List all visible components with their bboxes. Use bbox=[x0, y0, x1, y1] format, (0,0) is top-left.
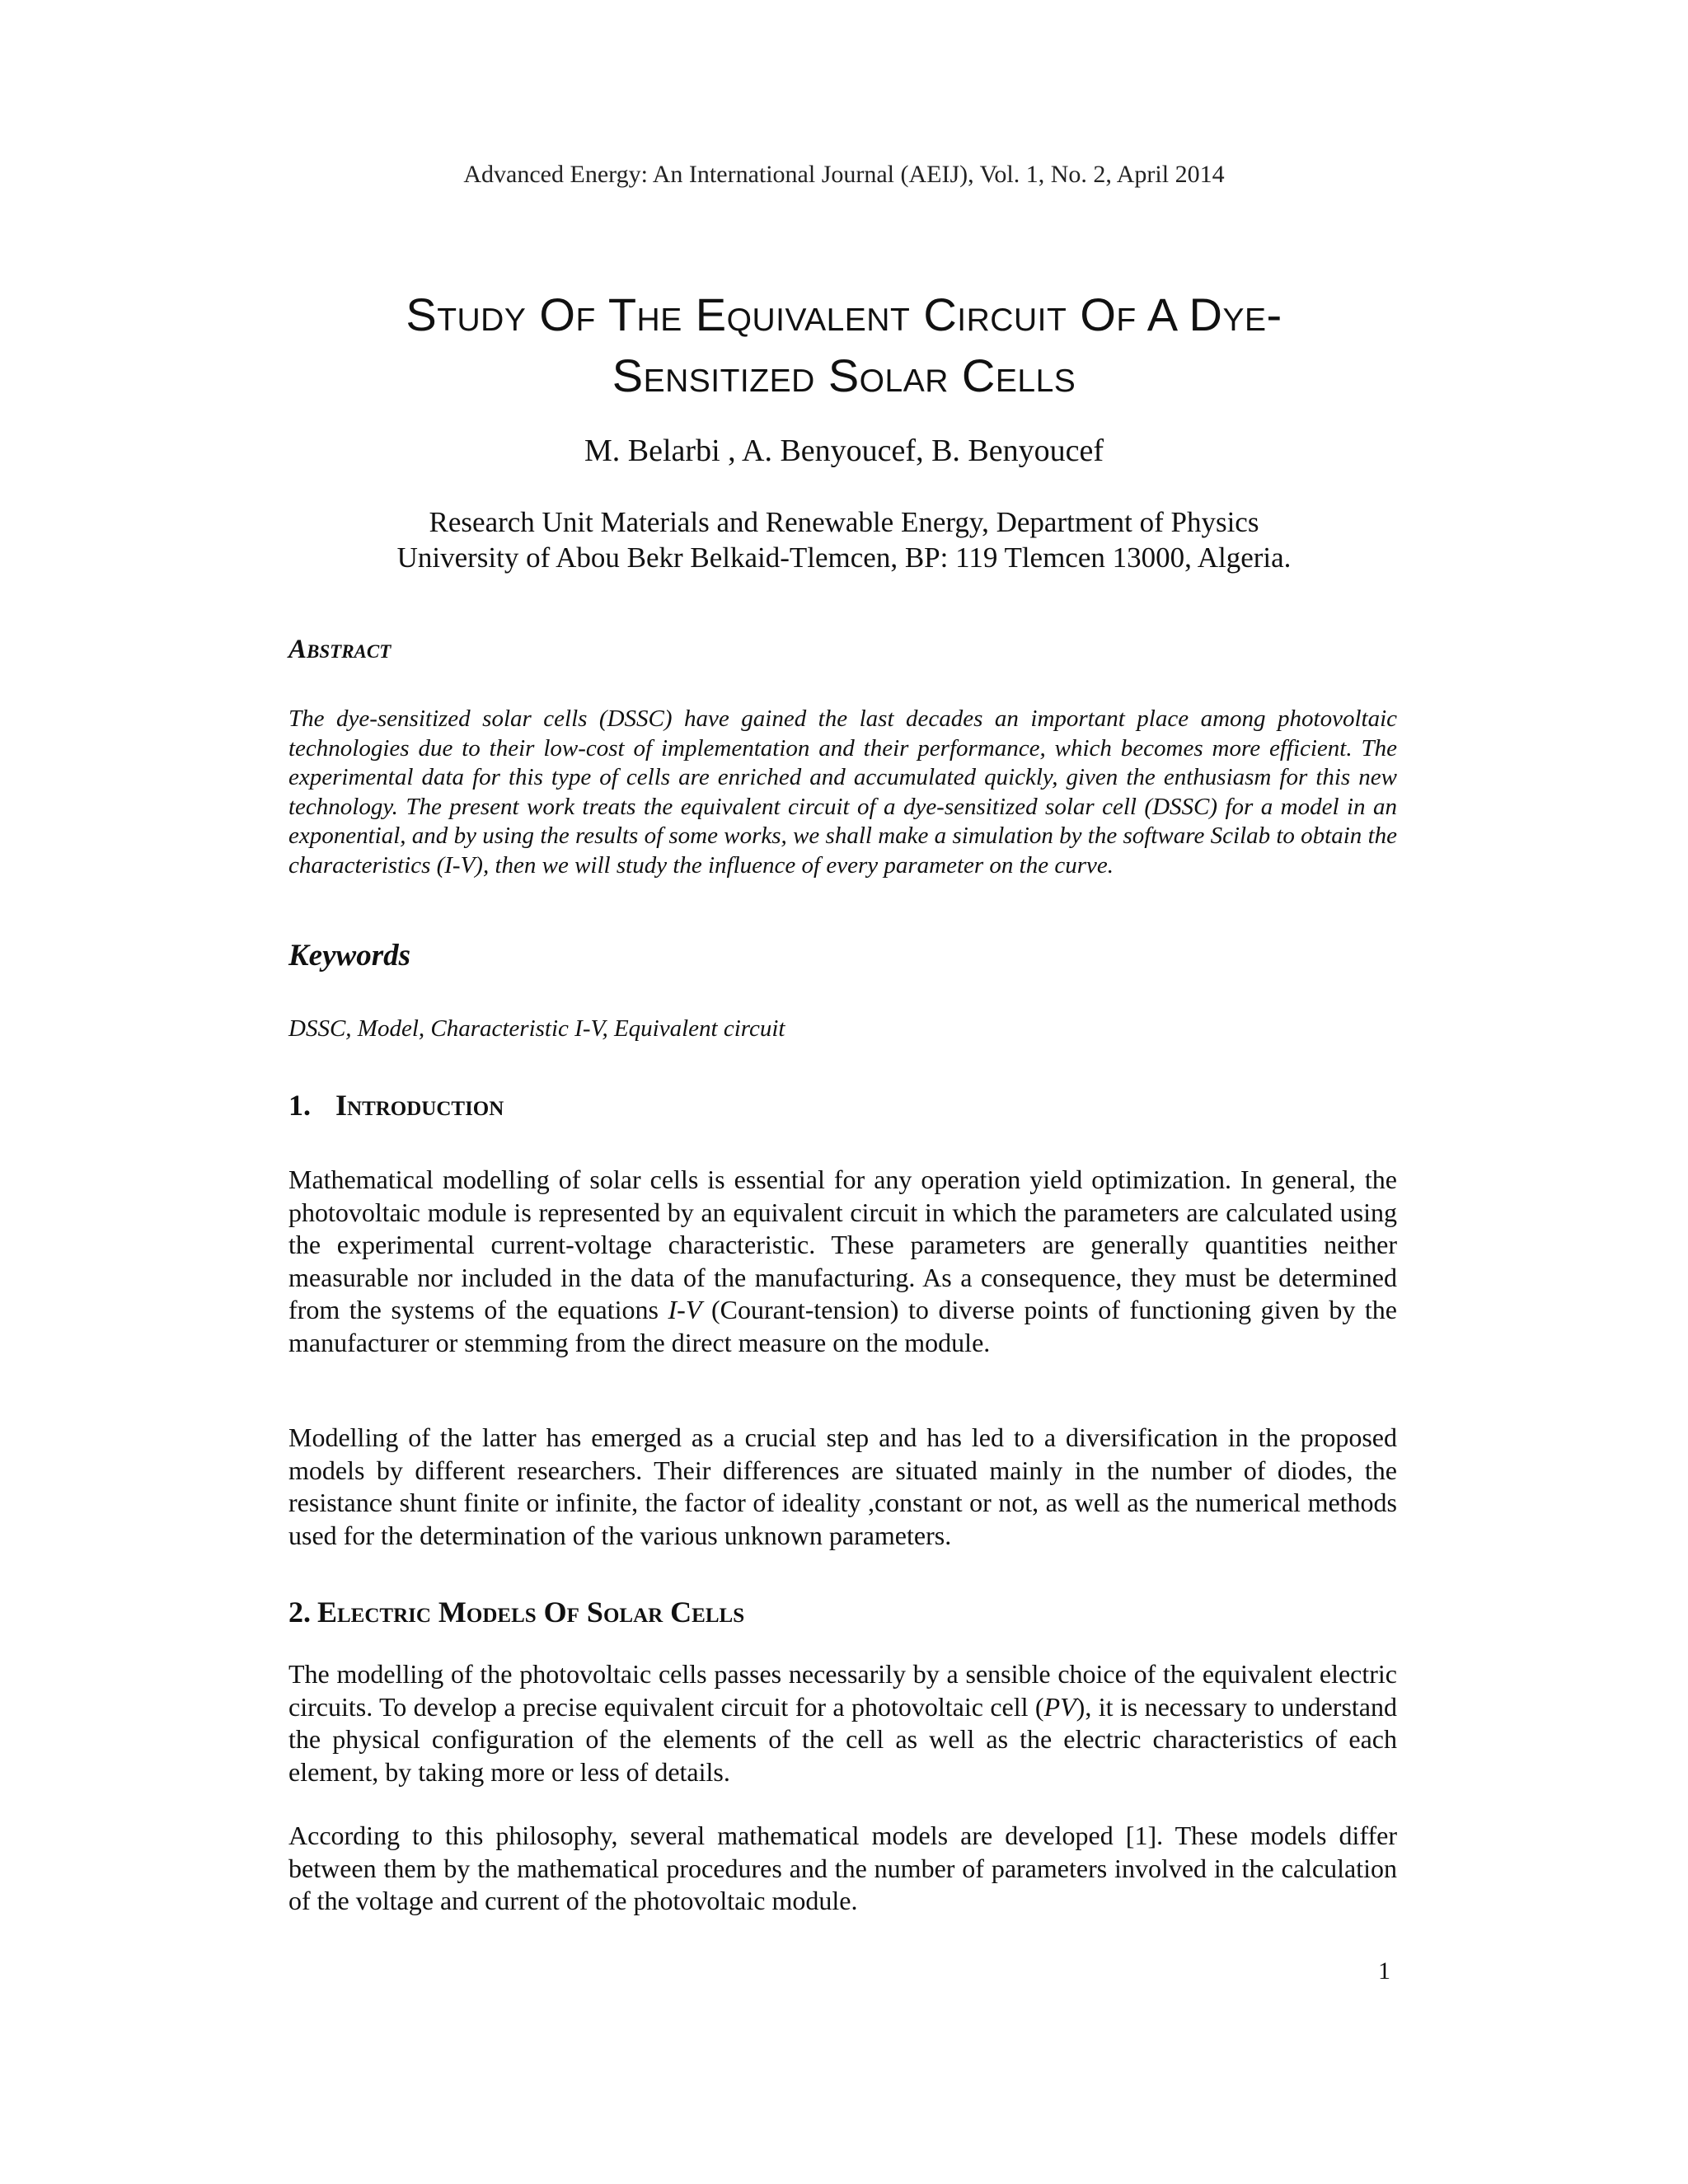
electric-models-paragraph-1 bbox=[288, 1658, 1397, 1788]
introduction-paragraph-2: Modelling of the latter has emerged as a crucial step and has led to a diversification in the proposed models by different researchers. Their differences are situated mainly in the number of diodes, the resistance shunt finite or infinite, the factor of ideality ,constant or not, as well as the numerical methods used for the determination of the various unknown parameters. bbox=[288, 1422, 1397, 1550]
paragraph-text: (Courant-tension) to diverse points of functioning given by the manufacturer or stemming from the direct measure on the module. bbox=[288, 1295, 1398, 1357]
paragraph-text: The modelling of the photovoltaic cells passes necessarily by a sensible choice of the equivalent electric circuits. To develop a precise equivalent circuit for a photovoltaic cell ( bbox=[288, 1659, 1397, 1722]
paper-title bbox=[206, 284, 1482, 406]
section-title: Electric Models Of Solar Cells bbox=[317, 1596, 745, 1629]
section-heading-electric-models bbox=[288, 1595, 744, 1629]
section-number: 1. bbox=[288, 1089, 311, 1122]
affiliation bbox=[0, 504, 1688, 575]
section-number: 2. bbox=[288, 1596, 311, 1629]
paragraph-text: Mathematical modelling of solar cells is essential for any operation yield optimization. In general, the photovoltaic module is represented by an equivalent circuit in which the parameters are calculated using the experimental current-voltage characteristic. These parameters are generally quantities neither measurable nor included in the data of the manufacturing. As a consequence, they must be determined from the systems of the equations bbox=[288, 1165, 1397, 1324]
section-title: Introduction bbox=[335, 1089, 504, 1122]
abstract-heading: Abstract bbox=[288, 635, 392, 664]
title-line-1: Study Of The Equivalent Circuit Of A Dye- bbox=[406, 288, 1282, 340]
abstract-text: The dye-sensitized solar cells (DSSC) have gained the last decades an important place among photovoltaic technologies due to their low-cost of implementation and their performance, which becomes more efficient. The experimental data for this type of cells are enriched and accumulated quickly, given the enthusiasm for this new technology. The present work treats the equivalent circuit of a dye-sensitized solar cell (DSSC) for a model in an exponential, and by using the results of some works, we shall make a simulation by the software Scilab to obtain the characteristics (I-V), then we will study the influence of every parameter on the curve. bbox=[288, 705, 1397, 879]
title-line-2: Sensitized Solar Cells bbox=[612, 349, 1076, 401]
section-heading-introduction bbox=[288, 1088, 504, 1122]
electric-models-paragraph-2: According to this philosophy, several mathematical models are developed [1]. These models differ between them by the mathematical procedures and the number of parameters involved in the calculation of the voltage and current of the photovoltaic module. bbox=[288, 1821, 1397, 1915]
author-list: M. Belarbi , A. Benyoucef, B. Benyoucef bbox=[584, 434, 1104, 468]
emphasis-text: PV bbox=[1043, 1691, 1076, 1722]
keywords-heading: Keywords bbox=[288, 939, 410, 972]
affiliation-line-1: Research Unit Materials and Renewable Energy, Department of Physics bbox=[429, 506, 1259, 538]
paragraph-text: ), it is necessary to understand the physical configuration of the elements of the cell as well as the electric characteristics of each element, by taking more or less of details. bbox=[288, 1691, 1398, 1787]
running-header: Advanced Energy: An International Journal (AEIJ), Vol. 1, No. 2, April 2014 bbox=[463, 161, 1225, 188]
page-number: 1 bbox=[1378, 1957, 1390, 1985]
introduction-paragraph-1 bbox=[288, 1164, 1397, 1359]
emphasis-text: I-V bbox=[668, 1295, 702, 1324]
affiliation-line-2: University of Abou Bekr Belkaid-Tlemcen, BP: 119 Tlemcen 13000, Algeria. bbox=[396, 541, 1292, 574]
keywords-text: DSSC, Model, Characteristic I-V, Equivalent circuit bbox=[288, 1015, 785, 1042]
